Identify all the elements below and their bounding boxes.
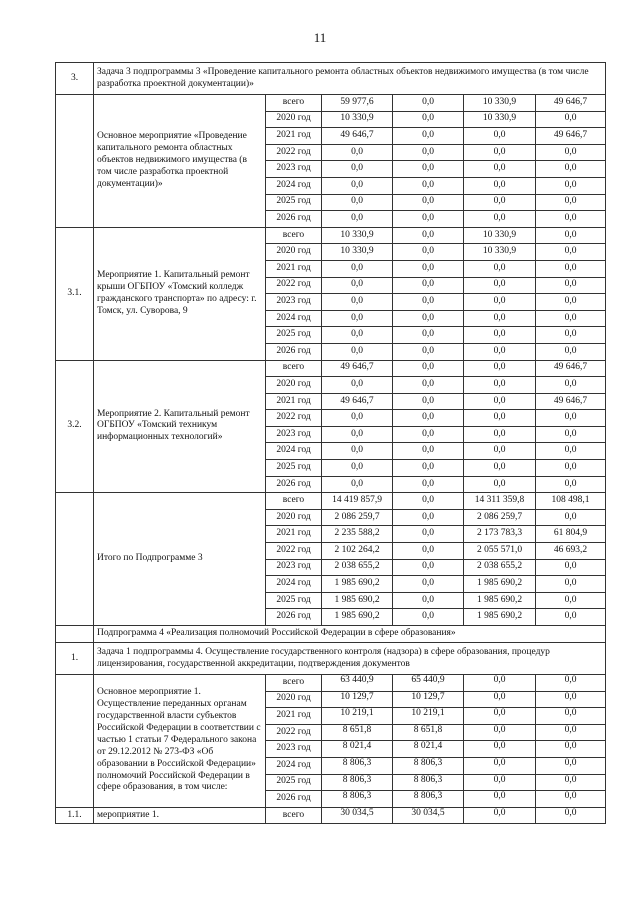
amount-cell: 8 806,3 <box>322 774 393 791</box>
amount-cell: 0,0 <box>464 691 536 708</box>
amount-cell: 0,0 <box>536 592 606 609</box>
amount-cell: 0,0 <box>536 260 606 277</box>
amount-cell: 0,0 <box>464 426 536 443</box>
amount-cell: 49 646,7 <box>322 360 393 377</box>
table-row <box>56 493 606 510</box>
amount-cell: 0,0 <box>536 757 606 774</box>
amount-cell: 0,0 <box>464 708 536 725</box>
year-label: 2023 год <box>266 559 322 576</box>
amount-cell: 10 330,9 <box>464 111 536 128</box>
year-label: 2020 год <box>266 691 322 708</box>
section-title: Задача 3 подпрограммы 3 «Проведение капитального ремонта областных объектов недвижимого имущества (в том числе разработка проектной документации)» <box>94 63 606 95</box>
amount-cell: 61 804,9 <box>536 526 606 543</box>
table-row <box>56 360 606 377</box>
amount-cell: 0,0 <box>536 277 606 294</box>
amount-cell: 10 219,1 <box>393 708 464 725</box>
amount-cell: 0,0 <box>536 144 606 161</box>
amount-cell: 0,0 <box>536 194 606 211</box>
amount-cell: 0,0 <box>464 393 536 410</box>
amount-cell: 0,0 <box>536 609 606 626</box>
section-row <box>56 643 606 675</box>
year-label: 2026 год <box>266 609 322 626</box>
amount-cell: 0,0 <box>393 476 464 493</box>
amount-cell: 0,0 <box>322 177 393 194</box>
year-label: 2025 год <box>266 327 322 344</box>
table-row <box>56 675 606 692</box>
amount-cell: 59 977,6 <box>322 95 393 112</box>
amount-cell: 0,0 <box>393 244 464 261</box>
amount-cell: 0,0 <box>393 443 464 460</box>
year-label: 2021 год <box>266 526 322 543</box>
amount-cell: 0,0 <box>393 211 464 228</box>
year-label: 2024 год <box>266 177 322 194</box>
year-label: 2025 год <box>266 194 322 211</box>
amount-cell: 0,0 <box>464 260 536 277</box>
amount-cell: 10 330,9 <box>464 227 536 244</box>
activity-name: Итого по Подпрограмме 3 <box>94 493 266 626</box>
amount-cell: 1 985 690,2 <box>464 576 536 593</box>
year-label: 2023 год <box>266 161 322 178</box>
amount-cell: 0,0 <box>536 708 606 725</box>
amount-cell: 2 173 783,3 <box>464 526 536 543</box>
amount-cell: 63 440,9 <box>322 675 393 692</box>
amount-cell: 0,0 <box>393 609 464 626</box>
amount-cell: 0,0 <box>536 294 606 311</box>
amount-cell: 0,0 <box>393 460 464 477</box>
amount-cell: 0,0 <box>464 410 536 427</box>
amount-cell: 0,0 <box>464 177 536 194</box>
amount-cell: 0,0 <box>536 410 606 427</box>
year-label: 2023 год <box>266 741 322 758</box>
amount-cell: 0,0 <box>393 592 464 609</box>
amount-cell: 0,0 <box>536 310 606 327</box>
amount-cell: 0,0 <box>536 741 606 758</box>
year-label: 2020 год <box>266 244 322 261</box>
amount-cell: 0,0 <box>464 724 536 741</box>
amount-cell: 1 985 690,2 <box>464 592 536 609</box>
amount-cell: 0,0 <box>393 194 464 211</box>
amount-cell: 2 055 571,0 <box>464 543 536 560</box>
amount-cell: 8 806,3 <box>393 791 464 808</box>
amount-cell: 0,0 <box>322 426 393 443</box>
year-label: 2023 год <box>266 294 322 311</box>
amount-cell: 0,0 <box>322 343 393 360</box>
year-label: всего <box>266 807 322 824</box>
amount-cell: 8 806,3 <box>322 791 393 808</box>
amount-cell: 0,0 <box>464 310 536 327</box>
row-number: 3.1. <box>56 227 94 360</box>
amount-cell: 0,0 <box>393 509 464 526</box>
amount-cell: 65 440,9 <box>393 675 464 692</box>
amount-cell: 0,0 <box>322 194 393 211</box>
amount-cell: 0,0 <box>393 128 464 145</box>
row-number <box>56 626 94 643</box>
amount-cell: 0,0 <box>322 294 393 311</box>
table-row <box>56 227 606 244</box>
page-number: 11 <box>313 30 327 45</box>
amount-cell: 0,0 <box>536 509 606 526</box>
amount-cell: 0,0 <box>464 443 536 460</box>
amount-cell: 0,0 <box>536 426 606 443</box>
amount-cell: 0,0 <box>536 211 606 228</box>
amount-cell: 2 038 655,2 <box>464 559 536 576</box>
amount-cell: 8 806,3 <box>393 757 464 774</box>
year-label: 2020 год <box>266 509 322 526</box>
year-label: всего <box>266 360 322 377</box>
amount-cell: 0,0 <box>393 426 464 443</box>
year-label: 2023 год <box>266 426 322 443</box>
amount-cell: 0,0 <box>393 294 464 311</box>
amount-cell: 49 646,7 <box>536 360 606 377</box>
amount-cell: 0,0 <box>464 807 536 824</box>
year-label: 2022 год <box>266 277 322 294</box>
year-label: 2021 год <box>266 708 322 725</box>
amount-cell: 2 235 588,2 <box>322 526 393 543</box>
amount-cell: 0,0 <box>464 277 536 294</box>
activity-name: Мероприятие 2. Капитальный ремонт ОГБПОУ «Томский техникум информационных технологий» <box>94 360 266 493</box>
amount-cell: 0,0 <box>536 327 606 344</box>
amount-cell: 1 985 690,2 <box>464 609 536 626</box>
amount-cell: 0,0 <box>393 144 464 161</box>
amount-cell: 1 985 690,2 <box>322 576 393 593</box>
amount-cell: 0,0 <box>536 244 606 261</box>
amount-cell: 49 646,7 <box>536 95 606 112</box>
amount-cell: 0,0 <box>536 691 606 708</box>
amount-cell: 8 806,3 <box>393 774 464 791</box>
amount-cell: 49 646,7 <box>536 128 606 145</box>
amount-cell: 49 646,7 <box>322 128 393 145</box>
section-title: Задача 1 подпрограммы 4. Осуществление государственного контроля (надзора) в сфере образования, процедур лицензирования, государственной аккредитации, подтверждения документов <box>94 643 606 675</box>
amount-cell: 14 311 359,8 <box>464 493 536 510</box>
amount-cell: 0,0 <box>464 144 536 161</box>
amount-cell: 0,0 <box>322 277 393 294</box>
amount-cell: 0,0 <box>322 144 393 161</box>
amount-cell: 0,0 <box>393 543 464 560</box>
amount-cell: 10 129,7 <box>393 691 464 708</box>
amount-cell: 1 985 690,2 <box>322 609 393 626</box>
year-label: 2026 год <box>266 211 322 228</box>
amount-cell: 0,0 <box>464 774 536 791</box>
year-label: всего <box>266 95 322 112</box>
year-label: 2026 год <box>266 791 322 808</box>
amount-cell: 10 129,7 <box>322 691 393 708</box>
year-label: 2025 год <box>266 460 322 477</box>
amount-cell: 0,0 <box>464 360 536 377</box>
amount-cell: 2 086 259,7 <box>322 509 393 526</box>
amount-cell: 0,0 <box>322 260 393 277</box>
amount-cell: 0,0 <box>322 476 393 493</box>
amount-cell: 0,0 <box>464 294 536 311</box>
row-number: 3. <box>56 63 94 95</box>
amount-cell: 0,0 <box>536 443 606 460</box>
row-number: 1.1. <box>56 807 94 824</box>
year-label: 2020 год <box>266 111 322 128</box>
year-label: 2025 год <box>266 592 322 609</box>
amount-cell: 0,0 <box>322 377 393 394</box>
amount-cell: 8 651,8 <box>322 724 393 741</box>
amount-cell: 0,0 <box>322 327 393 344</box>
amount-cell: 0,0 <box>536 177 606 194</box>
amount-cell: 8 651,8 <box>393 724 464 741</box>
amount-cell: 0,0 <box>536 343 606 360</box>
amount-cell: 0,0 <box>464 757 536 774</box>
amount-cell: 0,0 <box>393 161 464 178</box>
amount-cell: 10 330,9 <box>322 111 393 128</box>
amount-cell: 0,0 <box>536 576 606 593</box>
table-row <box>56 807 606 824</box>
amount-cell: 10 330,9 <box>322 244 393 261</box>
amount-cell: 49 646,7 <box>322 393 393 410</box>
activity-name: Основное мероприятие 1. Осуществление переданных органам государственной власти субъектов Российской Федерации в соответствии с частью 1 статьи 7 Федерального закона от 29.12.2012 № 273-ФЗ «Об образовании в Российской Федерации» полномочий Российской Федерации в сфере образования, в том числе: <box>94 675 266 808</box>
activity-name: Мероприятие 1. Капитальный ремонт крыши ОГБПОУ «Томский колледж гражданского транспорта» по адресу: г. Томск, ул. Суворова, 9 <box>94 227 266 360</box>
row-number: 1. <box>56 643 94 675</box>
amount-cell: 0,0 <box>393 493 464 510</box>
amount-cell: 0,0 <box>536 476 606 493</box>
amount-cell: 2 102 264,2 <box>322 543 393 560</box>
amount-cell: 0,0 <box>536 111 606 128</box>
amount-cell: 0,0 <box>536 724 606 741</box>
amount-cell: 0,0 <box>393 576 464 593</box>
amount-cell: 10 330,9 <box>464 95 536 112</box>
activity-name: мероприятие 1. <box>94 807 266 824</box>
amount-cell: 0,0 <box>322 410 393 427</box>
amount-cell: 0,0 <box>393 377 464 394</box>
year-label: 2022 год <box>266 543 322 560</box>
year-label: 2026 год <box>266 343 322 360</box>
amount-cell: 0,0 <box>322 443 393 460</box>
amount-cell: 0,0 <box>536 377 606 394</box>
amount-cell: 0,0 <box>393 343 464 360</box>
year-label: 2021 год <box>266 128 322 145</box>
amount-cell: 10 330,9 <box>464 244 536 261</box>
year-label: 2024 год <box>266 576 322 593</box>
amount-cell: 1 985 690,2 <box>322 592 393 609</box>
amount-cell: 0,0 <box>464 476 536 493</box>
year-label: всего <box>266 227 322 244</box>
section-title: Подпрограмма 4 «Реализация полномочий Российской Федерации в сфере образования» <box>94 626 606 643</box>
year-label: 2024 год <box>266 310 322 327</box>
amount-cell: 0,0 <box>393 393 464 410</box>
amount-cell: 0,0 <box>393 277 464 294</box>
year-label: 2021 год <box>266 393 322 410</box>
amount-cell: 0,0 <box>393 111 464 128</box>
year-label: 2022 год <box>266 410 322 427</box>
amount-cell: 0,0 <box>393 310 464 327</box>
year-label: 2020 год <box>266 377 322 394</box>
amount-cell: 0,0 <box>393 227 464 244</box>
amount-cell: 0,0 <box>464 377 536 394</box>
amount-cell: 0,0 <box>464 194 536 211</box>
row-number <box>56 675 94 808</box>
amount-cell: 8 021,4 <box>322 741 393 758</box>
amount-cell: 0,0 <box>464 327 536 344</box>
year-label: 2022 год <box>266 724 322 741</box>
budget-table <box>55 62 606 824</box>
amount-cell: 0,0 <box>464 161 536 178</box>
amount-cell: 2 038 655,2 <box>322 559 393 576</box>
amount-cell: 0,0 <box>393 260 464 277</box>
amount-cell: 10 219,1 <box>322 708 393 725</box>
year-label: 2022 год <box>266 144 322 161</box>
amount-cell: 46 693,2 <box>536 543 606 560</box>
activity-name: Основное мероприятие «Проведение капитального ремонта областных объектов недвижимого имущества (в том числе разработка проектной документации)» <box>94 95 266 228</box>
amount-cell: 0,0 <box>464 460 536 477</box>
amount-cell: 0,0 <box>464 128 536 145</box>
amount-cell: 0,0 <box>322 310 393 327</box>
year-label: 2026 год <box>266 476 322 493</box>
amount-cell: 0,0 <box>393 360 464 377</box>
row-number <box>56 95 94 228</box>
section-row <box>56 63 606 95</box>
year-label: всего <box>266 493 322 510</box>
year-label: 2024 год <box>266 757 322 774</box>
amount-cell: 49 646,7 <box>536 393 606 410</box>
amount-cell: 0,0 <box>393 327 464 344</box>
amount-cell: 30 034,5 <box>393 807 464 824</box>
amount-cell: 0,0 <box>464 675 536 692</box>
amount-cell: 0,0 <box>536 807 606 824</box>
year-label: всего <box>266 675 322 692</box>
amount-cell: 0,0 <box>536 791 606 808</box>
amount-cell: 0,0 <box>322 211 393 228</box>
amount-cell: 0,0 <box>322 161 393 178</box>
amount-cell: 108 498,1 <box>536 493 606 510</box>
section-row <box>56 626 606 643</box>
year-label: 2025 год <box>266 774 322 791</box>
amount-cell: 0,0 <box>536 460 606 477</box>
row-number: 3.2. <box>56 360 94 493</box>
amount-cell: 0,0 <box>464 343 536 360</box>
amount-cell: 0,0 <box>536 675 606 692</box>
amount-cell: 0,0 <box>536 774 606 791</box>
amount-cell: 0,0 <box>536 161 606 178</box>
amount-cell: 0,0 <box>393 526 464 543</box>
amount-cell: 0,0 <box>393 410 464 427</box>
amount-cell: 14 419 857,9 <box>322 493 393 510</box>
amount-cell: 0,0 <box>536 227 606 244</box>
amount-cell: 0,0 <box>393 559 464 576</box>
amount-cell: 0,0 <box>464 791 536 808</box>
amount-cell: 0,0 <box>393 177 464 194</box>
amount-cell: 8 021,4 <box>393 741 464 758</box>
amount-cell: 8 806,3 <box>322 757 393 774</box>
amount-cell: 0,0 <box>464 211 536 228</box>
year-label: 2024 год <box>266 443 322 460</box>
amount-cell: 0,0 <box>322 460 393 477</box>
amount-cell: 2 086 259,7 <box>464 509 536 526</box>
amount-cell: 0,0 <box>464 741 536 758</box>
amount-cell: 30 034,5 <box>322 807 393 824</box>
table-row <box>56 95 606 112</box>
year-label: 2021 год <box>266 260 322 277</box>
amount-cell: 10 330,9 <box>322 227 393 244</box>
amount-cell: 0,0 <box>393 95 464 112</box>
amount-cell: 0,0 <box>536 559 606 576</box>
row-number <box>56 493 94 626</box>
